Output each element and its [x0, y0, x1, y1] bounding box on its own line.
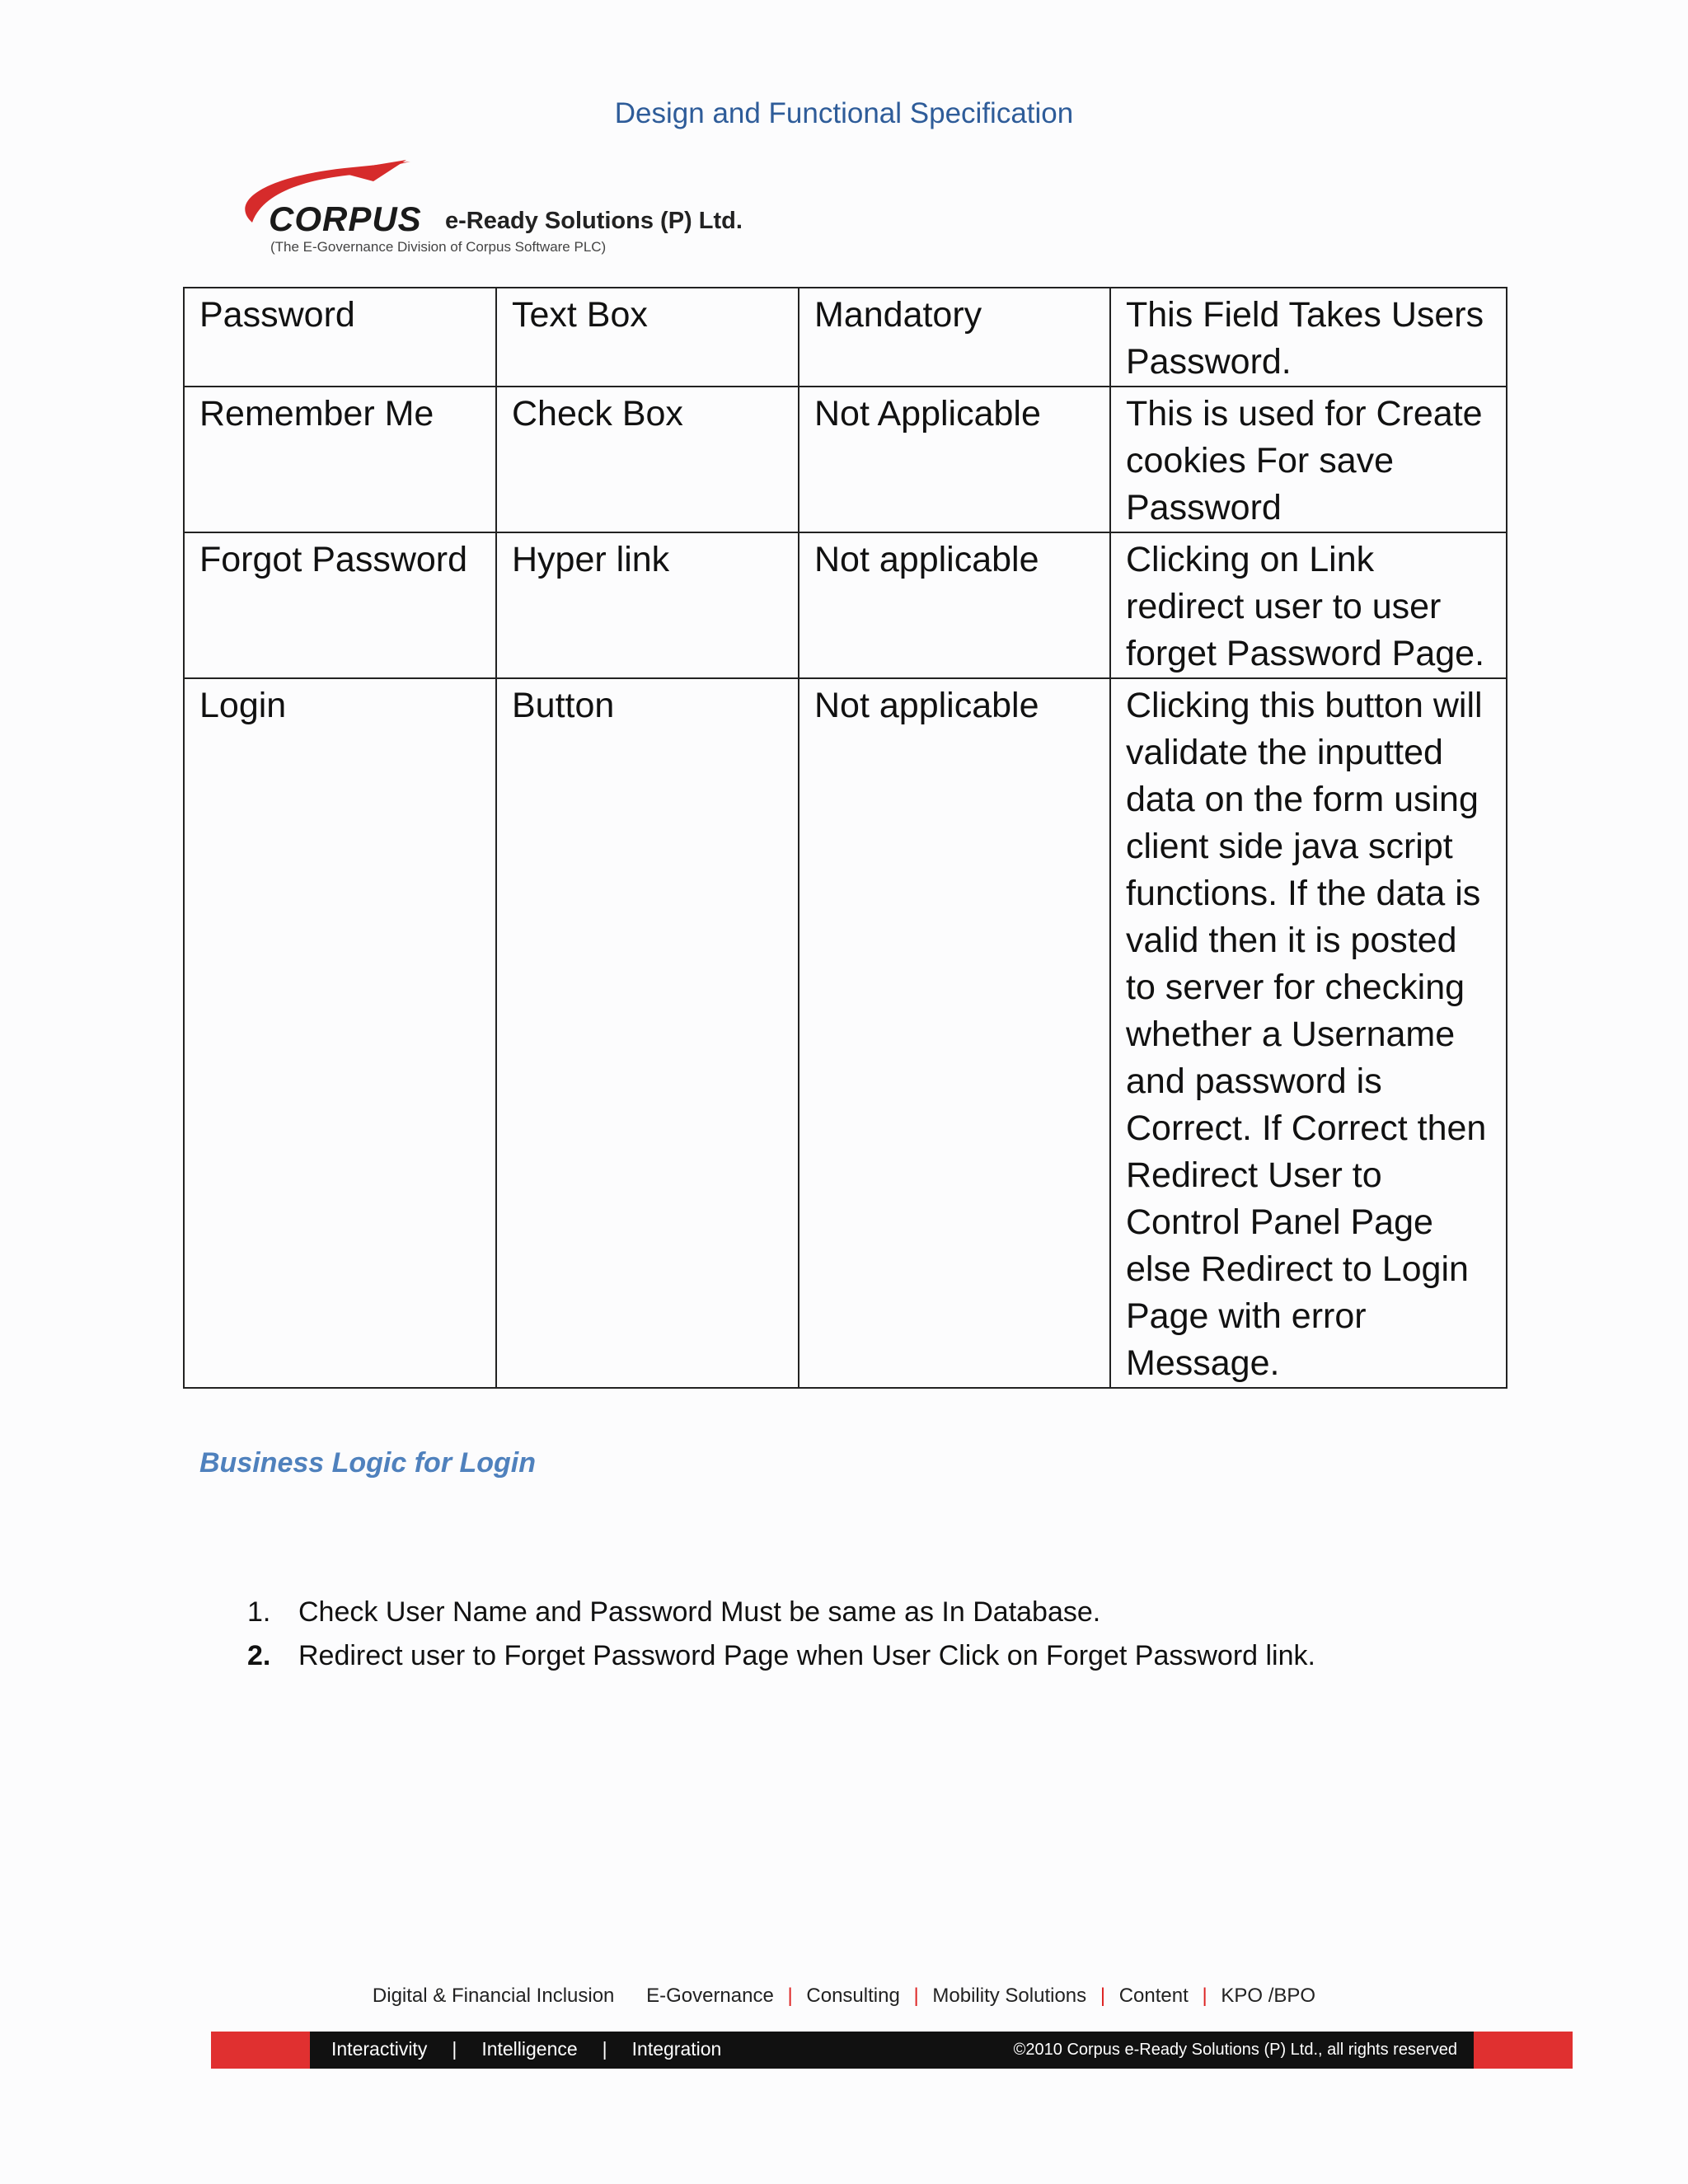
footer-service: Mobility Solutions: [932, 1985, 1087, 2007]
table-cell: This Field Takes Users Password.: [1110, 288, 1507, 387]
business-logic-list: [247, 1591, 1315, 1678]
table-cell: This is used for Create cookies For save Password: [1110, 387, 1507, 532]
logo-brand: CORPUS: [269, 199, 422, 238]
table-cell: Clicking on Link redirect user to user forget Password Page.: [1110, 532, 1507, 678]
table-cell: Not Applicable: [799, 387, 1110, 532]
section-title: Business Logic for Login: [199, 1447, 537, 1479]
field-spec-table: [183, 287, 1507, 1389]
table-cell: Clicking this button will validate the inputted data on the form using client side java script functions. If the data is valid then it is posted to server for checking whether a Username and password is Correct. If Correct then Redirect User to Control Panel Page else Redirect to Login Page with error Message.: [1110, 678, 1507, 1388]
list-number: 2.: [247, 1640, 271, 1671]
table-row: [184, 678, 1507, 1388]
logo-company: e-Ready Solutions (P) Ltd.: [445, 208, 743, 234]
footer-pillars: Interactivity | Intelligence | Integration: [331, 2038, 722, 2060]
table-cell: Remember Me: [184, 387, 496, 532]
footer-service: KPO /BPO: [1221, 1985, 1316, 2007]
footer-service: Digital & Financial Inclusion: [372, 1985, 615, 2007]
footer-service: Consulting: [806, 1985, 900, 2007]
page-header-title: Design and Functional Specification: [614, 97, 1074, 129]
table-cell: Button: [496, 678, 799, 1388]
footer-pillar: Integration: [631, 2038, 722, 2060]
table-row: [184, 532, 1507, 678]
footer-copyright: ©2010 Corpus e-Ready Solutions (P) Ltd., all rights reserved: [1013, 2041, 1457, 2059]
table-cell: Hyper link: [496, 532, 799, 678]
table-cell: Check Box: [496, 387, 799, 532]
table-cell: Login: [184, 678, 496, 1388]
footer-red-block: [211, 2032, 310, 2069]
corpus-logo: [229, 157, 839, 264]
footer-services: Digital & Financial Inclusion E-Governance | Consulting | Mobility Solutions | Content | KPO /BPO: [372, 1985, 1316, 2007]
table-cell: Text Box: [496, 288, 799, 387]
footer-service: Content: [1118, 1985, 1189, 2007]
table-cell: Password: [184, 288, 496, 387]
table-row: [184, 288, 1507, 387]
list-item: [247, 1591, 1315, 1634]
table-cell: Not applicable: [799, 532, 1110, 678]
table-row: [184, 387, 1507, 532]
table-cell: Mandatory: [799, 288, 1110, 387]
table-cell: Forgot Password: [184, 532, 496, 678]
footer-pillar: Intelligence: [481, 2038, 578, 2060]
list-text: Redirect user to Forget Password Page when User Click on Forget Password link.: [298, 1640, 1315, 1671]
logo-tagline: (The E-Governance Division of Corpus Software PLC): [270, 239, 607, 255]
table-cell: Not applicable: [799, 678, 1110, 1388]
footer-service: E-Governance: [646, 1985, 774, 2007]
footer-pillar: Interactivity: [331, 2038, 428, 2060]
list-number: 1.: [247, 1596, 271, 1628]
footer-red-block: [1474, 2032, 1573, 2069]
footer-bar: [211, 2032, 1573, 2069]
list-item: [247, 1634, 1315, 1678]
list-text: Check User Name and Password Must be same as In Database.: [298, 1596, 1101, 1628]
